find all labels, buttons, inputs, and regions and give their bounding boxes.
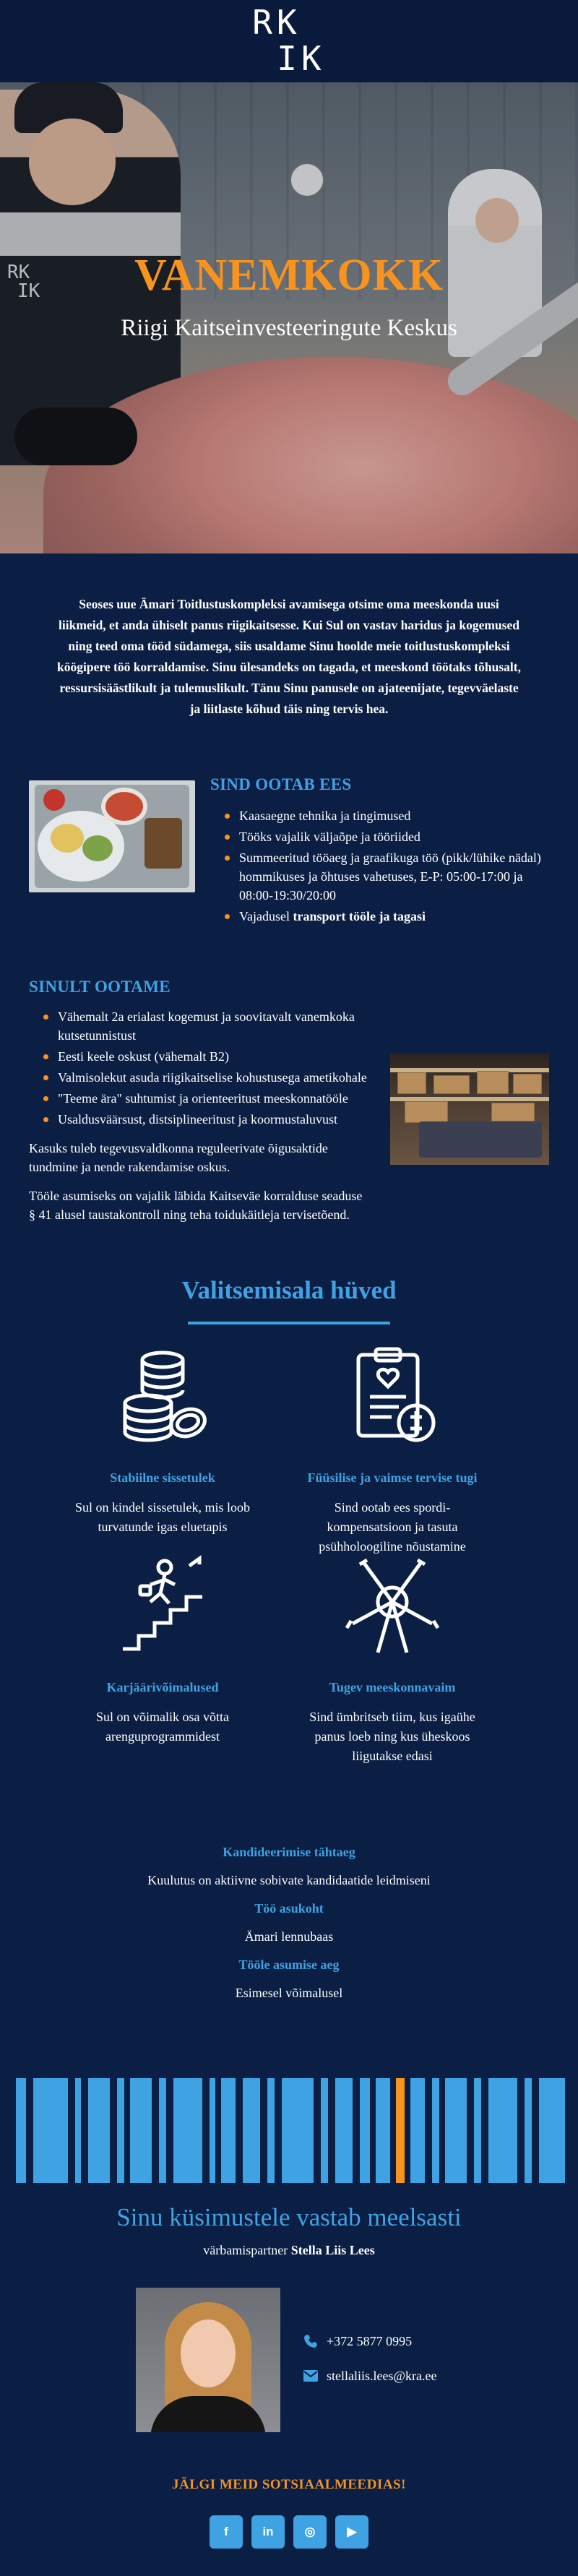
deadline-label: Kandideerimise tähtaeg (223, 1845, 355, 1859)
benefit-title: Stabiilne sissetulek (110, 1470, 215, 1485)
benefit-text: Sul on kindel sissetulek, mis loob turvatunde igas eluetapis (74, 1500, 250, 1534)
email-link[interactable]: stellaliis.lees@kra.ee (303, 2367, 437, 2385)
intro-section (0, 553, 578, 767)
list-item: "Teeme ära" suhtumist ja orienteeritust meeskonnatööle (43, 1089, 368, 1108)
benefits-heading: Valitsemisala hüved (181, 1276, 397, 1304)
offer-heading: SIND OOTAB EES (210, 775, 352, 793)
advantage-text: Kasuks tuleb tegevusvaldkonna reguleerivate õigusaktide tundmine ja nende rakendamise oskus. (29, 1141, 328, 1174)
contact-heading: Sinu küsimustele vastab meelsasti (116, 2203, 462, 2231)
list-item: Summeeritud tööaeg ja graafikuga töö (pikk/lühike nädal) hommikuses ja õhtuses vahetuses, E-P: 05:00-17:00 ja 08:00-19:30/20:00 (225, 848, 550, 905)
header (0, 0, 578, 82)
facebook-icon[interactable]: f (210, 2515, 243, 2549)
hero-banner (0, 82, 578, 553)
team-hands-icon (338, 1551, 447, 1660)
rkik-logo[interactable]: RK IK (252, 3, 326, 78)
storage-room-image (390, 1054, 549, 1165)
intro-text: Seoses uue Ämari Toitlustuskompleksi avamisega otsime oma meeskonda uusi liikmeid, et anda ühiselt panus riigikaitsesse. Kui Sul on vastav haridus ja kogemused ning teed oma tööd südamega, siis usaldame Sinu hoolde meie toitlustuskompleksi köögipere töö korraldamise. Sinu ülesandeks on tagada, et meeskond töötaks tõhusalt, ressursisäästlikult ja tulemuslikult. Tänu Sinu panusele on ajateenijate, tegevväelaste ja liitlaste kõhud täis ning tervis hea. (57, 597, 521, 716)
location-value: Ämari lennubaas (244, 1929, 334, 1944)
youtube-icon[interactable]: ▶ (335, 2515, 368, 2549)
requirements-list (29, 1007, 368, 1129)
list-item: Tööks vajalik väljaõpe ja tööriided (225, 827, 550, 846)
requirements-section (0, 977, 578, 1275)
offer-section (0, 767, 578, 977)
location-label: Töö asukoht (254, 1901, 324, 1916)
benefit-text: Sind ümbritseb tiim, kus igaühe panus loeb ning kus üheskoos liigutakse edasi (309, 1710, 475, 1763)
benefits-section (0, 1275, 578, 1840)
phone-icon (303, 2334, 318, 2348)
background-check-text: Tööle asumiseks on vajalik läbida Kaitseväe korralduse seaduse § 41 alusel taustakontroll ning teha toidukäitleja tervisetõend. (29, 1189, 363, 1222)
list-item: Vajadusel transport tööle ja tagasi (225, 907, 550, 926)
requirements-heading: SINULT OOTAME (29, 978, 171, 996)
recruiter-photo (136, 2288, 280, 2432)
start-label: Tööle asumise aeg (238, 1957, 340, 1972)
social-heading: JÄLGI MEID SOTSIAALMEEDIAS! (172, 2477, 406, 2492)
social-links (210, 2515, 368, 2549)
meal-tray-image (29, 780, 195, 892)
list-item: Eesti keele oskust (vähemalt B2) (43, 1047, 368, 1066)
coins-icon (108, 1342, 217, 1450)
recruiter-role: värbamispartner Stella Liis Lees (203, 2243, 375, 2257)
benefit-text: Sul on võimalik osa võtta arenguprogrammidest (96, 1710, 229, 1744)
benefit-title: Karjäärivõimalused (106, 1680, 219, 1694)
benefit-text: Sind ootab ees spordi-kompensatsioon ja tasuta psühholoogiline nõustamine (319, 1500, 466, 1554)
health-clipboard-icon (338, 1342, 447, 1450)
start-value: Esimesel võimalusel (235, 1986, 343, 2000)
heading-underline (188, 1322, 390, 1324)
list-item: Usaldusväärsust, distsiplineeritust ja koormustaluvust (43, 1110, 368, 1129)
benefit-item (302, 1551, 483, 1766)
list-item: Vähemalt 2a erialast kogemust ja soovitavalt vanemkoka kutsetunnistust (43, 1007, 368, 1045)
offer-list (210, 806, 550, 926)
organization-name: Riigi Kaitseinvesteeringute Keskus (121, 315, 457, 341)
linkedin-icon[interactable]: in (251, 2515, 285, 2549)
list-item: Valmisolekut asuda riigikaitselise kohustusega ametikohale (43, 1068, 368, 1087)
apron-logo: RK IK (7, 262, 40, 302)
instagram-icon[interactable]: ◎ (293, 2515, 327, 2549)
deadline-value: Kuulutus on aktiivne sobivate kandidaatide leidmiseni (147, 1873, 431, 1887)
contact-section (0, 2202, 578, 2538)
job-title: VANEMKOKK (134, 251, 444, 300)
phone-link[interactable]: +372 5877 0995 (303, 2332, 437, 2350)
benefit-title: Füüsilise ja vaimse tervise tugi (307, 1470, 478, 1485)
recruiter-name: Stella Liis Lees (290, 2243, 375, 2257)
benefit-title: Tugev meeskonnavaim (329, 1680, 456, 1694)
decorative-barcode (0, 2078, 578, 2183)
benefit-item (72, 1551, 253, 1746)
benefit-item (72, 1342, 253, 1537)
career-stairs-icon (108, 1551, 217, 1660)
email-icon (303, 2370, 318, 2382)
list-item: Kaasaegne tehnika ja tingimused (225, 806, 550, 825)
benefit-item (302, 1342, 483, 1556)
